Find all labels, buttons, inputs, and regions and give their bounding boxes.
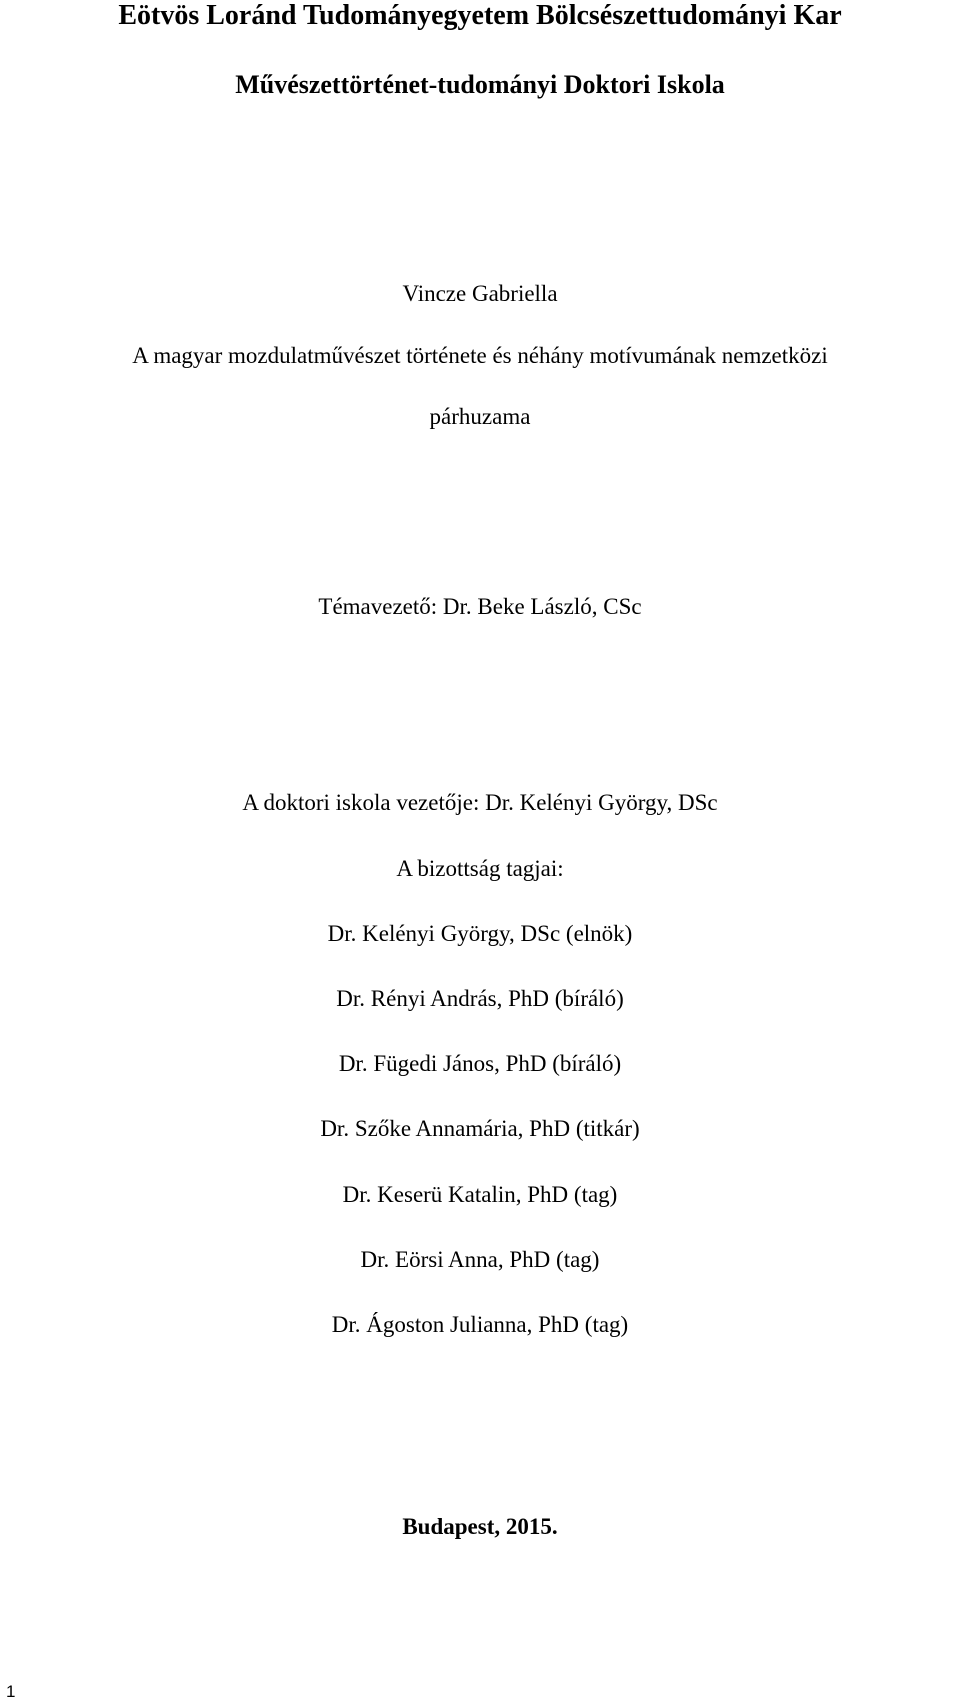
committee-member: Dr. Ágoston Julianna, PhD (tag) bbox=[331, 1312, 629, 1337]
thesis-author: Vincze Gabriella bbox=[402, 281, 558, 306]
supervisor: Témavezető: Dr. Beke László, CSc bbox=[318, 594, 642, 619]
thesis-title-line-2: párhuzama bbox=[429, 404, 531, 429]
committee-member: Dr. Rényi András, PhD (bíráló) bbox=[336, 986, 624, 1011]
doctoral-school-heading: Művészettörténet-tudományi Doktori Iskola bbox=[235, 70, 725, 99]
committee-member: Dr. Fügedi János, PhD (bíráló) bbox=[338, 1051, 622, 1076]
committee-member: Dr. Eörsi Anna, PhD (tag) bbox=[360, 1247, 600, 1272]
committee-member: Dr. Keserü Katalin, PhD (tag) bbox=[342, 1182, 618, 1207]
place-date: Budapest, 2015. bbox=[402, 1514, 558, 1539]
thesis-title-line-1: A magyar mozdulatművészet története és néhány motívumának nemzetközi bbox=[132, 343, 828, 368]
page-number: 1 bbox=[6, 1682, 16, 1701]
committee-heading: A bizottság tagjai: bbox=[396, 856, 564, 881]
committee-member: Dr. Kelényi György, DSc (elnök) bbox=[327, 921, 633, 946]
committee-member: Dr. Szőke Annamária, PhD (titkár) bbox=[320, 1116, 640, 1141]
school-head: A doktori iskola vezetője: Dr. Kelényi György, DSc bbox=[242, 790, 718, 815]
university-heading: Eötvös Loránd Tudományegyetem Bölcsészettudományi Kar bbox=[118, 0, 842, 31]
